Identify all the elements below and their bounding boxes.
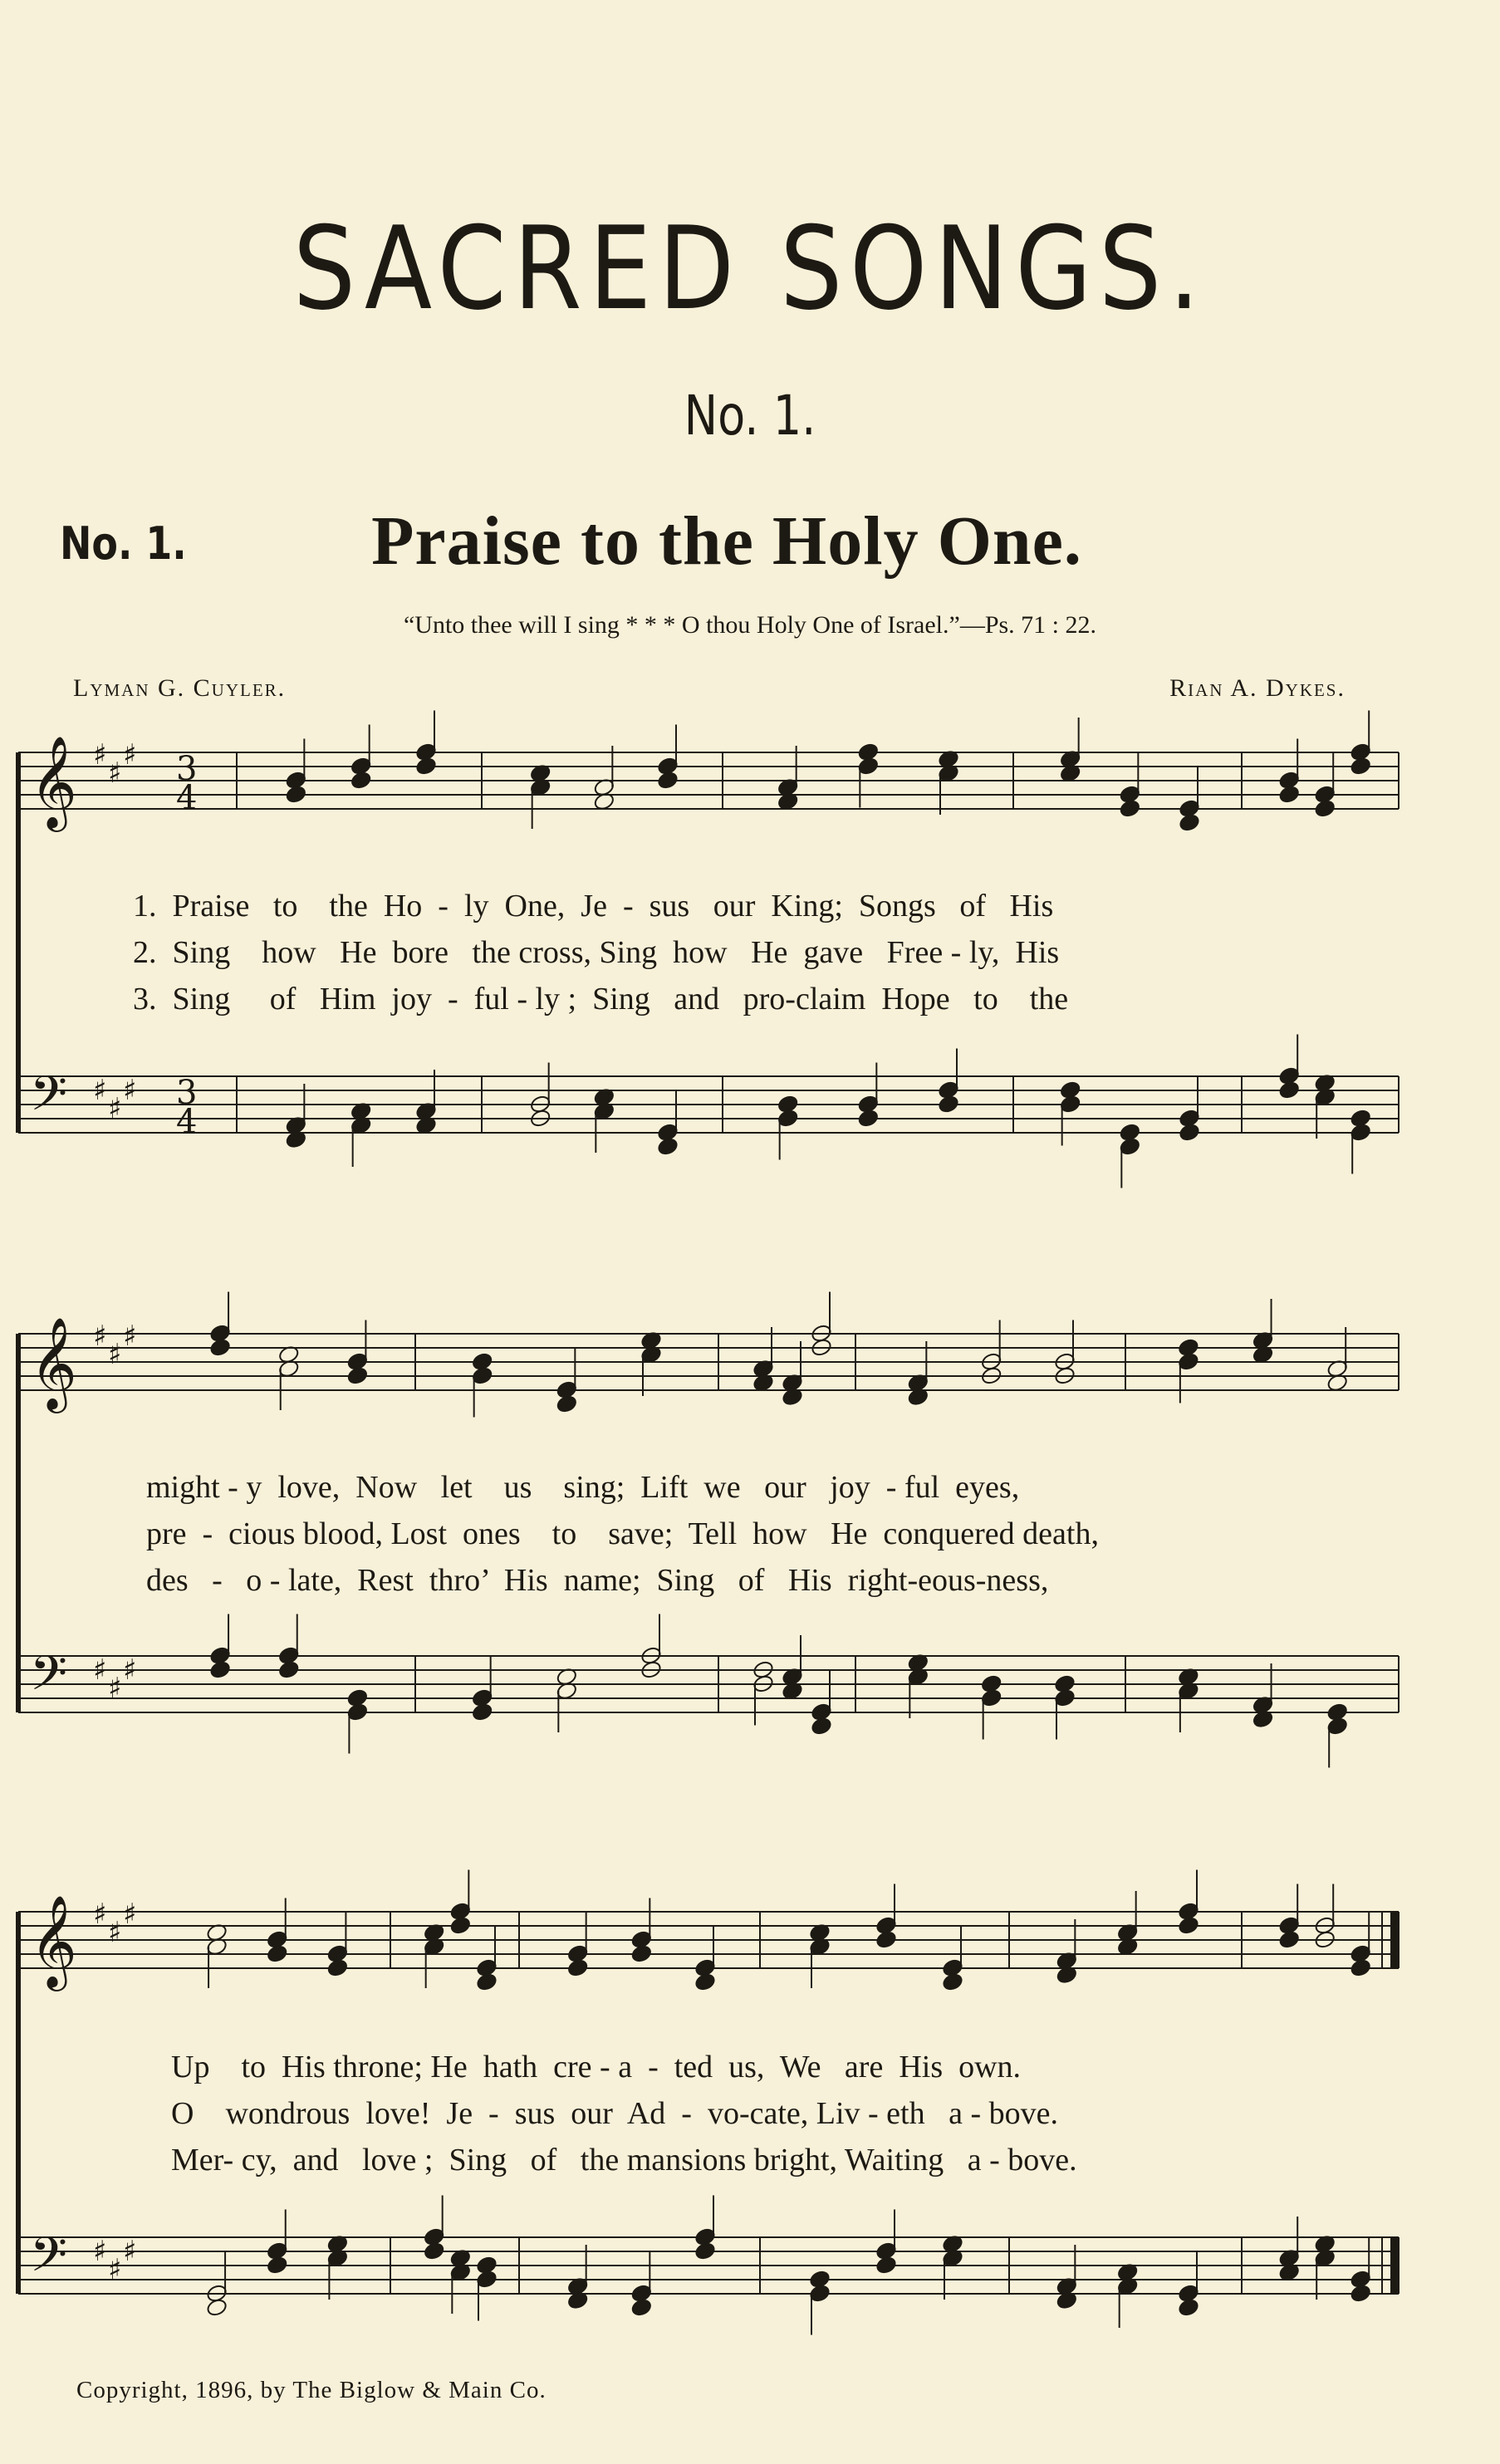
time-signature-bottom: 4: [176, 779, 198, 817]
treble-clef-icon: 𝄞: [30, 1316, 77, 1409]
copyright-notice: Copyright, 1896, by The Biglow & Main Co.: [76, 2377, 547, 2403]
note-head: [694, 2241, 717, 2261]
note-head: [1350, 1958, 1372, 1978]
note-head: [1278, 1930, 1301, 1950]
time-signature-bottom: 4: [176, 1103, 198, 1141]
note-head: [350, 771, 372, 791]
note-head: [209, 1660, 232, 1680]
note-head: [1278, 785, 1301, 805]
scripture-epigraph: “Unto thee will I sing * * * O thou Holy One of Israel.”—Ps. 71 : 22.: [403, 611, 1097, 639]
note-head: [471, 1702, 493, 1722]
note-head: [209, 1338, 232, 1358]
note-head: [476, 1972, 498, 1992]
lyric-line-verse-1: Up to His throne; He hath cre - a - ted us, We are His own.: [171, 2050, 1022, 2084]
note-head: [875, 2256, 898, 2275]
note-head: [1179, 1123, 1201, 1143]
note-head: [942, 1972, 964, 1992]
note-head: [1179, 813, 1201, 833]
note-head: [206, 2298, 228, 2318]
sharp-icon: ♯: [93, 1074, 107, 1107]
note-head: [1178, 2298, 1200, 2318]
sharp-icon: ♯: [123, 1074, 137, 1107]
sharp-icon: ♯: [93, 1320, 107, 1353]
sharp-icon: ♯: [108, 1338, 122, 1371]
note-head: [1314, 799, 1336, 819]
note-head: [657, 1137, 679, 1157]
hymn-number-heading: No. 1.: [684, 384, 816, 448]
lyric-line-verse-2: pre - cious blood, Lost ones to save; Tell how He conquered death,: [146, 1516, 1099, 1551]
final-bar-line: [1390, 1912, 1399, 1968]
note-head: [566, 1958, 589, 1978]
note-head: [630, 1944, 653, 1964]
note-head: [657, 771, 679, 791]
time-signature-top: 3: [176, 1074, 198, 1112]
treble-clef-icon: 𝄞: [30, 735, 77, 828]
bass-clef-icon: 𝄢: [30, 1065, 68, 1134]
lyric-line-verse-2: 2. Sing how He bore the cross, Sing how He gave Free - ly, His: [133, 935, 1060, 970]
note-head: [694, 1972, 717, 1992]
note-head: [449, 1916, 472, 1936]
sharp-icon: ♯: [93, 1653, 107, 1687]
note-head: [277, 1660, 300, 1680]
bass-clef-icon: 𝄢: [30, 1645, 68, 1713]
sharp-icon: ♯: [93, 738, 107, 772]
note-head: [630, 2298, 653, 2318]
note-head: [1278, 1080, 1301, 1100]
hymn-title: Praise to the Holy One.: [371, 502, 1082, 580]
time-signature-top: 3: [176, 750, 198, 788]
note-head: [266, 1944, 288, 1964]
lyric-line-verse-3: Mer- cy, and love ; Sing of the mansions bright, Waiting a - bove.: [171, 2143, 1077, 2177]
note-head: [285, 785, 307, 805]
note-head: [266, 2256, 288, 2275]
note-head: [1350, 757, 1372, 776]
sharp-icon: ♯: [123, 2235, 137, 2268]
note-head: [857, 1109, 880, 1129]
sharp-icon: ♯: [123, 1653, 137, 1687]
final-bar-line: [1390, 2237, 1399, 2294]
note-head: [875, 1930, 898, 1950]
note-head: [1350, 2284, 1372, 2304]
sharp-icon: ♯: [108, 1092, 122, 1125]
hymn-number-label: No. 1.: [60, 517, 187, 570]
book-title: SACRED SONGS.: [292, 202, 1208, 336]
sharp-icon: ♯: [123, 738, 137, 772]
note-head: [556, 1394, 578, 1414]
sharp-icon: ♯: [123, 1898, 137, 1931]
sharp-icon: ♯: [108, 757, 122, 790]
lyric-line-verse-1: might - y love, Now let us sing; Lift we our joy - ful eyes,: [146, 1470, 1020, 1505]
lyric-line-verse-1: 1. Praise to the Ho - ly One, Je - sus our King; Songs of His: [133, 889, 1054, 923]
lyric-line-verse-3: 3. Sing of Him joy - ful - ly ; Sing and pro-claim Hope to the: [133, 982, 1069, 1016]
sharp-icon: ♯: [108, 1672, 122, 1705]
note-head: [811, 1717, 833, 1737]
note-head: [423, 2241, 445, 2261]
lyric-line-verse-3: des - o - late, Rest thro’ His name; Sing of His right-eous-ness,: [146, 1563, 1049, 1598]
composer-credit: Rian A. Dykes.: [1169, 674, 1346, 702]
sharp-icon: ♯: [93, 1898, 107, 1931]
bass-clef-icon: 𝄢: [30, 2226, 68, 2295]
note-head: [326, 1958, 349, 1978]
lyricist-credit: Lyman G. Cuyler.: [73, 674, 287, 702]
sharp-icon: ♯: [108, 2253, 122, 2286]
sharp-icon: ♯: [93, 2235, 107, 2268]
note-head: [1119, 799, 1141, 819]
note-head: [938, 1095, 960, 1114]
note-head: [415, 757, 438, 776]
sharp-icon: ♯: [108, 1916, 122, 1949]
lyric-line-verse-2: O wondrous love! Je - sus our Ad - vo-cate, Liv - eth a - bove.: [171, 2096, 1058, 2131]
treble-clef-icon: 𝄞: [30, 1894, 77, 1987]
sharp-icon: ♯: [123, 1320, 137, 1353]
note-head: [1178, 1916, 1200, 1936]
note-head: [346, 1366, 369, 1386]
